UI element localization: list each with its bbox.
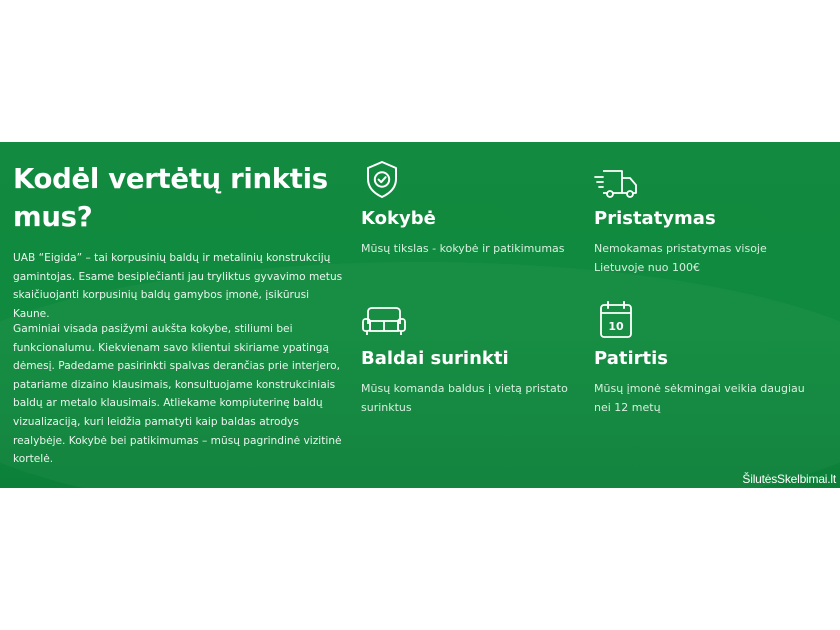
intro-paragraph: UAB “Eigida” – tai korpusinių baldų ir metalinių konstrukcijų gamintojas. Esame besiplečianti jau tryliktus gyvavimo metus skaičiuojanti korpusinių baldų gamybos įmonė, įsikūrusi Kaune. — [13, 252, 343, 320]
calendar-icon — [594, 300, 640, 344]
calendar-number: 10 — [608, 320, 624, 333]
feature-title: Baldai surinkti — [361, 348, 509, 369]
feature-title: Pristatymas — [594, 208, 716, 229]
feature-text: Mūsų įmonė sėkmingai veikia daugiau nei 12 metų — [594, 382, 805, 414]
delivery-truck-icon — [594, 160, 642, 204]
details-paragraph: Gaminiai visada pasižymi aukšta kokybe, stiliumi bei funkcionalumu. Kiekvienam savo klientui skiriame ypatingą dėmesį. Padedame pasirinkti spalvas derančias prie interjero, patariame dizaino klausimais, konsultuojame konstrukciniais baldų ar metalo klausimais. Atliekame kompiuterinę baldų vizualizaciją, kuri leidžia pamatyti kaip baldas atrodys realybėje. Kokybė bei patikimumas – mūsų pagrindinė vizitinė kortelė. — [13, 323, 342, 466]
feature-title: Patirtis — [594, 348, 668, 369]
why-choose-us-section — [0, 142, 840, 488]
feature-text: Nemokamas pristatymas visoje Lietuvoje nuo 100€ — [594, 242, 767, 274]
watermark-logo: ŠilutėsSkelbimai.lt — [742, 472, 836, 486]
feature-text: Mūsų tikslas - kokybė ir patikimumas — [361, 242, 565, 255]
section-title: Kodėl vertėtų rinktis mus? — [13, 163, 328, 233]
feature-text: Mūsų komanda baldus į vietą pristato surinktus — [361, 382, 568, 414]
shield-check-icon — [361, 160, 403, 204]
feature-title: Kokybė — [361, 208, 436, 229]
sofa-icon — [361, 300, 407, 344]
